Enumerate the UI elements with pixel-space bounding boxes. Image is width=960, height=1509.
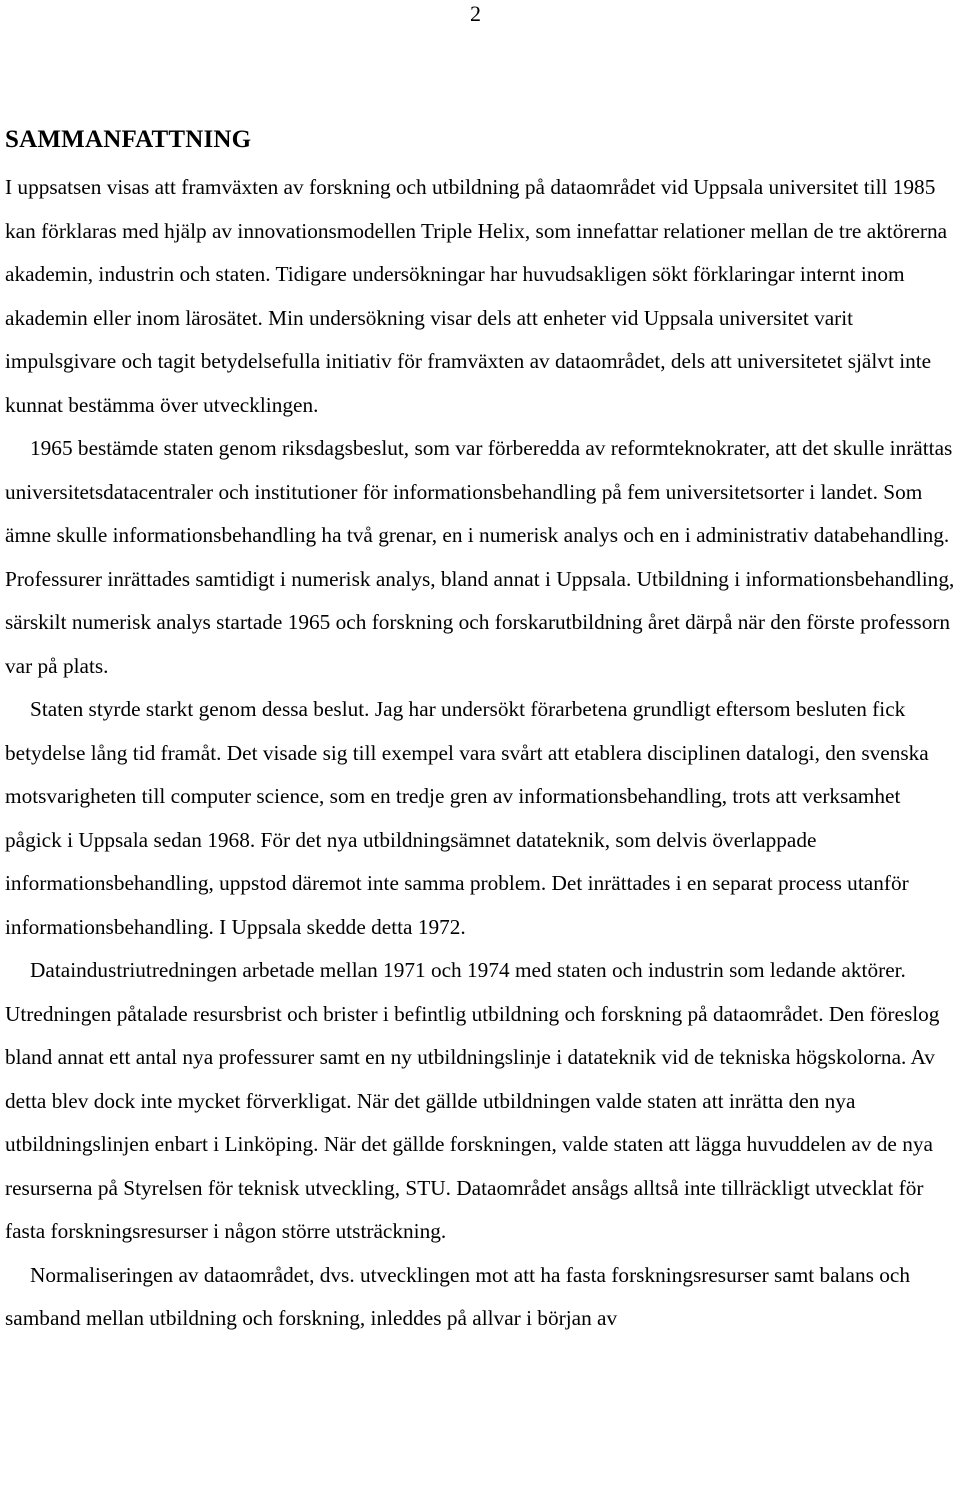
paragraph-data-industry-inquiry: Dataindustriutredningen arbetade mellan 1971 och 1974 med staten och industrin som ledande aktörer. Utredningen påtalade resursbrist och brister i befintlig utbildning och forskning på dataområdet. Den föreslog bland annat ett antal nya professurer samt en ny utbildningslinje i datateknik vid de tekniska högskolorna. Av detta blev dock inte mycket förverkligat. När det gällde utbildningen valde staten att inrätta den nya utbildningslinjen enbart i Linköping. När det gällde forskningen, valde staten att lägga huvuddelen av de nya resurserna på Styrelsen för teknisk utveckling, STU. Dataområdet ansågs alltså inte tillräckligt utvecklat för fasta forskningsresurser i någon större utsträckning. [5,958,940,1243]
page-number: 2 [470,1,481,26]
summary-body [5,166,957,1341]
paragraph-intro: I uppsatsen visas att framväxten av forskning och utbildning på dataområdet vid Uppsala universitet till 1985 kan förklaras med hjälp av innovationsmodellen Triple Helix, som innefattar relationer mellan de tre aktörerna akademin, industrin och staten. Tidigare undersökningar har huvudsakligen sökt förklaringar internt inom akademin eller inom lärosätet. Min undersökning visar dels att enheter vid Uppsala universitet varit impulsgivare och tagit betydelsefulla initiativ för framväxten av dataområdet, dels att universitetet självt inte kunnat bestämma över utvecklingen. [5,175,948,417]
paragraph-state-control: Staten styrde starkt genom dessa beslut. Jag har undersökt förarbetena grundligt eftersom besluten fick betydelse lång tid framåt. Det visade sig till exempel vara svårt att etablera disciplinen datalogi, den svenska motsvarigheten till computer science, som en tredje gren av informationsbehandling, trots att verksamhet pågick i Uppsala sedan 1968. För det nya utbildningsämnet datateknik, som delvis överlappade informationsbehandling, uppstod däremot inte samma problem. Det inrättades i en separat process utanför informationsbehandling. I Uppsala skedde detta 1972. [5,697,929,939]
section-heading: SAMMANFATTNING [5,126,252,153]
paragraph-1965-decision: 1965 bestämde staten genom riksdagsbeslut, som var förberedda av reformteknokrater, att det skulle inrättas universitetsdatacentraler och institutioner för informationsbehandling på fem universitetsorter i landet. Som ämne skulle informationsbehandling ha två grenar, en i numerisk analys och en i administrativ databehandling. Professurer inrättades samtidigt i numerisk analys, bland annat i Uppsala. Utbildning i informationsbehandling, särskilt numerisk analys startade 1965 och forskning och forskarutbildning året därpå när den förste professorn var på plats. [5,436,955,678]
paragraph-normalization: Normaliseringen av dataområdet, dvs. utvecklingen mot att ha fasta forskningsresurser samt balans och samband mellan utbildning och forskning, inleddes på allvar i början av [5,1262,911,1330]
